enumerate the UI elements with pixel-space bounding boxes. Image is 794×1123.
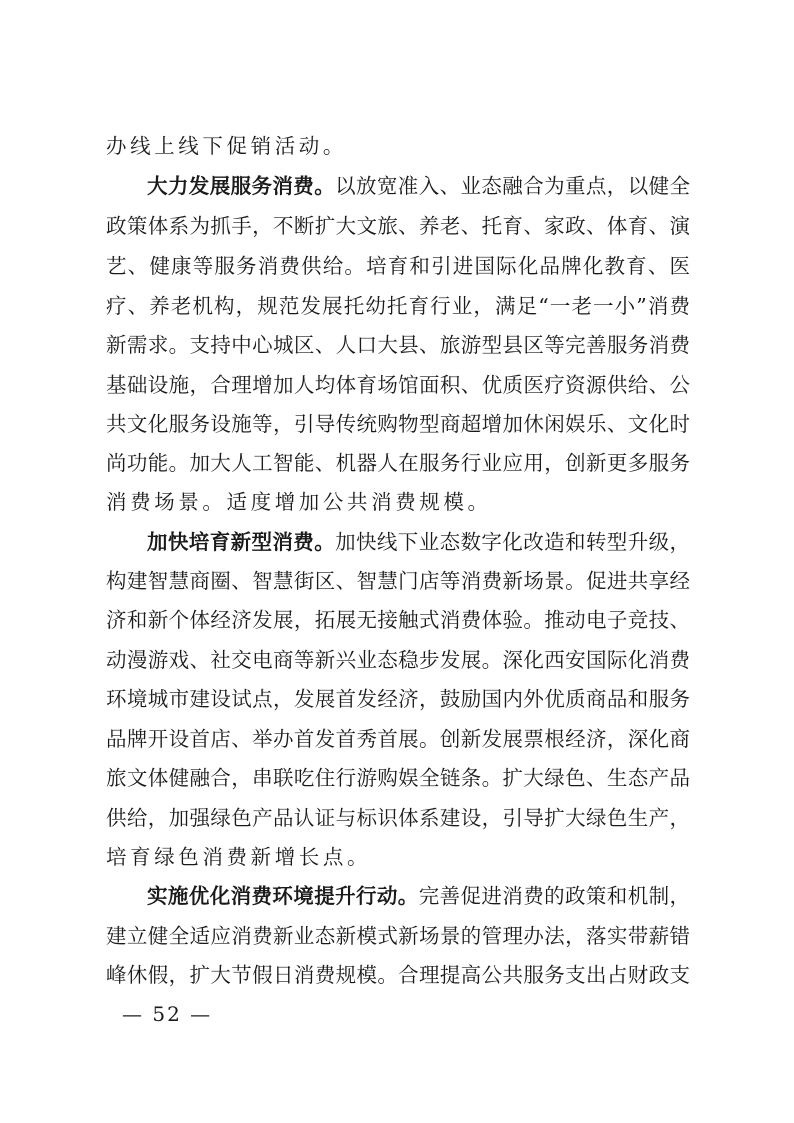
- text-line: 旅文体健融合，串联吃住行游购娱全链条。扩大绿色、生态产品: [106, 766, 690, 790]
- text-line: 建立健全适应消费新业态新模式新场景的管理办法，落实带薪错: [106, 924, 690, 948]
- text-line: 济和新个体经济发展，拓展无接触式消费体验。推动电子竞技、: [106, 608, 690, 632]
- text-line: 疗、养老机构，规范发展托幼托育行业，满足“一老一小”消费: [106, 294, 690, 318]
- text-line: 供给，加强绿色产品认证与标识体系建设，引导扩大绿色生产，: [106, 806, 690, 830]
- text-line: [147, 876, 690, 916]
- line-text: 以放宽准入、业态融合为重点，以健全: [335, 174, 691, 198]
- line-text: 完善促进消费的政策和机制，: [418, 884, 691, 908]
- text-line: 办线上线下促销活动。: [106, 134, 347, 158]
- text-line: 艺、健康等服务消费供给。培育和引进国际化品牌化教育、医: [106, 254, 690, 278]
- text-line: [147, 522, 690, 562]
- text-line: 共文化服务设施等，引导传统购物型商超增加休闲娱乐、文化时: [106, 412, 690, 436]
- text-line: [147, 166, 690, 206]
- page-number: — 52 —: [122, 1002, 213, 1026]
- text-line: 尚功能。加大人工智能、机器人在服务行业应用，创新更多服务: [106, 451, 690, 475]
- section-heading: 实施优化消费环境提升行动。: [147, 884, 419, 908]
- text-line: 品牌开设首店、举办首发首秀首展。创新发展票根经济，深化商: [106, 727, 690, 751]
- text-line: 环境城市建设试点，发展首发经济，鼓励国内外优质商品和服务: [106, 687, 690, 711]
- text-line: 新需求。支持中心城区、人口大县、旅游型县区等完善服务消费: [106, 333, 690, 357]
- text-line: 培育绿色消费新增长点。: [106, 845, 372, 869]
- text-line: 峰休假，扩大节假日消费规模。合理提高公共服务支出占财政支: [106, 963, 690, 987]
- text-line: 政策体系为抓手，不断扩大文旅、养老、托育、家政、体育、演: [106, 214, 690, 238]
- text-line: 动漫游戏、社交电商等新兴业态稳步发展。深化西安国际化消费: [106, 648, 690, 672]
- section-heading: 大力发展服务消费。: [147, 174, 336, 198]
- text-line: 消费场景。适度增加公共消费规模。: [106, 490, 492, 514]
- section-heading: 加快培育新型消费。: [147, 530, 336, 554]
- text-line: 基础设施，合理增加人均体育场馆面积、优质医疗资源供给、公: [106, 373, 690, 397]
- line-text: 加快线下业态数字化改造和转型升级，: [335, 530, 691, 554]
- text-line: 构建智慧商圈、智慧街区、智慧门店等消费新场景。促进共享经: [106, 569, 690, 593]
